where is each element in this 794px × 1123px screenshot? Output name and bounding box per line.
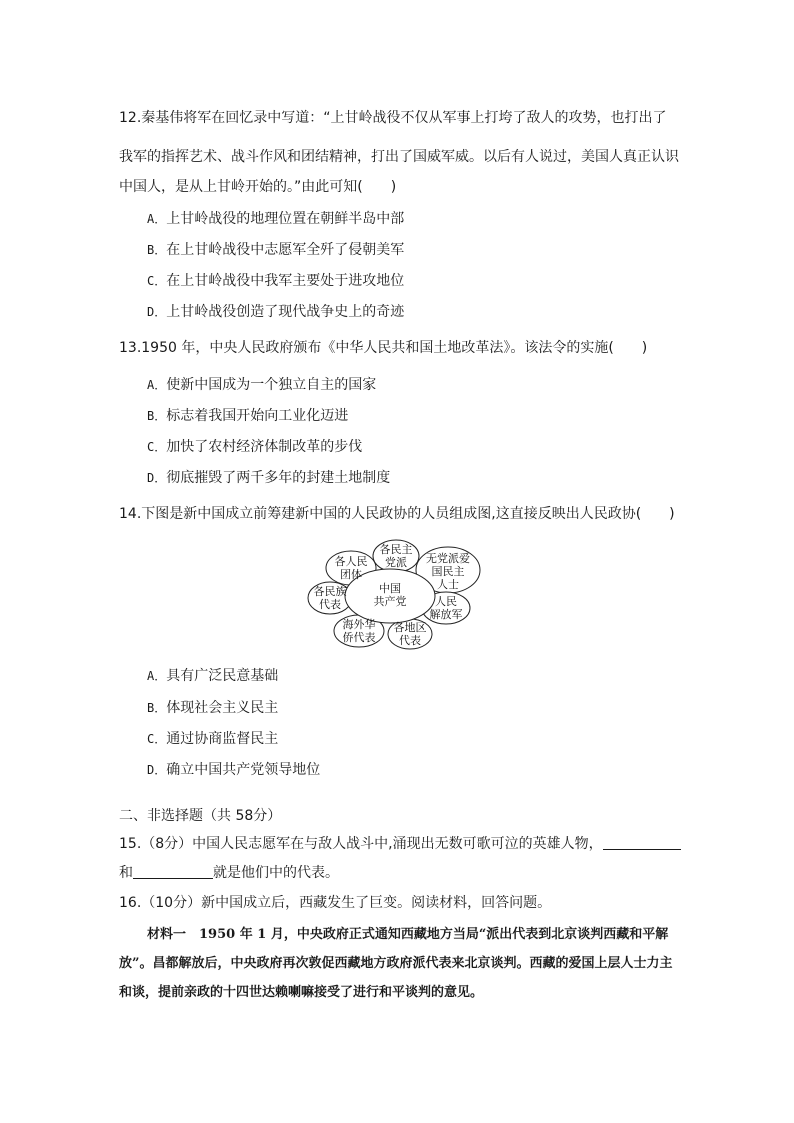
diagram-label: 无党派爱 (426, 552, 470, 565)
q12-stem-line-2: 我军的指挥艺术、战斗作风和团结精神，打出了国威军威。以后有人说过，美国人真正认识 (119, 149, 679, 165)
option-letter: A． (147, 669, 167, 683)
option-text: 标志着我国开始向工业化迈进 (166, 408, 349, 424)
diagram-label: 解放军 (429, 608, 463, 621)
q13-option-b[interactable] (147, 405, 348, 425)
option-text: 在上甘岭战役中我军主要处于进攻地位 (166, 273, 405, 289)
q16-material-1 (119, 920, 679, 1007)
material-text: 1950 年 1 月，中央政府正式通知西藏地方当局“派出代表到北京谈判西藏和平解放”。昌都解放后，中央政府再次敦促西藏地方政府派代表来北京谈判。西藏的爱国上层人士力主和谈，提前亲政的十四世达赖喇嘛接受了进行和平谈判的意见。 (119, 927, 673, 1000)
option-text: 彻底摧毁了两千多年的封建土地制度 (166, 470, 391, 486)
q13-option-c[interactable] (147, 436, 362, 456)
option-text: 具有广泛民意基础 (166, 668, 279, 684)
answer-blank-1[interactable] (603, 835, 681, 850)
diagram-label: 海外华 (342, 618, 376, 631)
diagram-center-label: 中国 (379, 582, 401, 595)
q15-text: 15.（8分）中国人民志愿军在与敌人战斗中,涌现出无数可歌可泣的英雄人物， (119, 836, 603, 852)
diagram-label: 人士 (437, 578, 459, 591)
q12-option-d[interactable] (147, 301, 404, 321)
q12-option-b[interactable] (147, 239, 404, 259)
diagram-label: 各人民 (334, 555, 368, 568)
cppcc-composition-diagram (300, 538, 490, 650)
diagram-label: 代表 (399, 634, 421, 647)
option-letter: C． (147, 732, 167, 746)
q14-stem: 14.下图是新中国成立前筹建新中国的人民政协的人员组成图,这直接反映出人民政协( ) (119, 506, 675, 522)
q12-stem-line-1: 12.秦基伟将军在回忆录中写道：“上甘岭战役不仅从军事上打垮了敌人的攻势，也打出了 (119, 110, 667, 126)
q12-stem-line-3: 中国人，是从上甘岭开始的。”由此可知( ) (119, 179, 397, 195)
diagram-center-label: 共产党 (373, 595, 407, 608)
diagram-label: 各民族 (313, 585, 347, 598)
option-text: 在上甘岭战役中志愿军全歼了侵朝美军 (166, 242, 405, 258)
option-letter: A． (147, 212, 167, 226)
option-letter: D． (147, 471, 167, 485)
q15-text: 就是他们中的代表。 (213, 865, 339, 881)
material-label: 材料一 (147, 927, 187, 942)
q14-option-a[interactable] (147, 665, 278, 685)
q14-option-b[interactable] (147, 697, 278, 717)
q14-option-d[interactable] (147, 759, 320, 779)
option-letter: D． (147, 305, 167, 319)
option-text: 加快了农村经济体制改革的步伐 (166, 439, 363, 455)
q15-text: 和 (119, 865, 133, 881)
diagram-label: 代表 (319, 598, 341, 611)
diagram-label: 侨代表 (342, 631, 376, 644)
diagram-label: 人民 (435, 595, 457, 608)
option-text: 上甘岭战役创造了现代战争史上的奇迹 (166, 304, 405, 320)
option-letter: C． (147, 274, 167, 288)
option-text: 体现社会主义民主 (166, 700, 279, 716)
option-letter: C． (147, 440, 167, 454)
q14-option-c[interactable] (147, 728, 278, 748)
diagram-label: 团体 (340, 568, 362, 581)
option-letter: B． (147, 409, 167, 423)
option-text: 上甘岭战役的地理位置在朝鲜半岛中部 (166, 211, 405, 227)
q16-stem: 16.（10分）新中国成立后，西藏发生了巨变。阅读材料，回答问题。 (119, 895, 552, 911)
diagram-label: 各地区 (393, 621, 427, 634)
q15-stem-line-1 (119, 833, 681, 853)
q12-option-c[interactable] (147, 270, 404, 290)
q13-stem: 13.1950 年，中央人民政府颁布《中华人民共和国土地改革法》。该法令的实施( ) (119, 340, 648, 356)
q15-stem-line-2 (119, 862, 339, 882)
diagram-label: 各民主 (379, 543, 413, 556)
option-letter: A． (147, 378, 167, 392)
option-letter: B． (147, 701, 167, 715)
option-text: 通过协商监督民主 (166, 731, 279, 747)
diagram-label: 党派 (385, 556, 407, 569)
option-text: 使新中国成为一个独立自主的国家 (166, 377, 377, 393)
option-letter: D． (147, 763, 167, 777)
section-title: 二、非选择题（共 58分） (119, 808, 282, 824)
answer-blank-2[interactable] (133, 864, 213, 879)
q13-option-a[interactable] (147, 374, 376, 394)
q13-option-d[interactable] (147, 467, 390, 487)
option-text: 确立中国共产党领导地位 (166, 762, 321, 778)
option-letter: B． (147, 243, 167, 257)
diagram-label: 国民主 (431, 565, 465, 578)
q12-option-a[interactable] (147, 208, 404, 228)
